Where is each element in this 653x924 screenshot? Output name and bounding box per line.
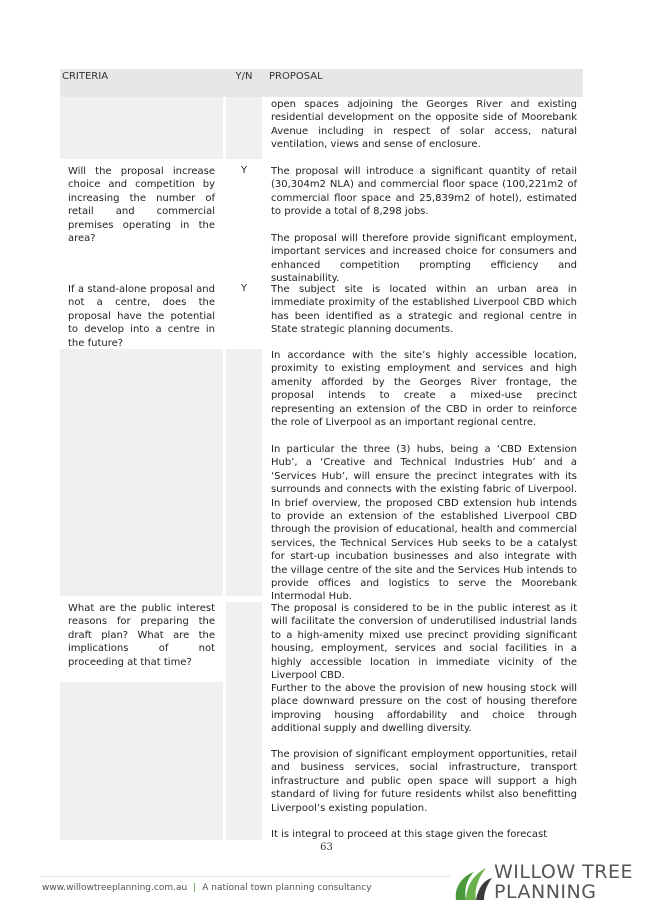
proposal-paragraph: In particular the three (3) hubs, being a ‘CBD Extension Hub’, a ‘Creative and Technical Industries Hub’ and a ‘Services Hub’, will ensure the precinct integrates with its surrounds and connects with the existing fabric of Liverpool. In brief overview, the proposed CBD extension hub intends to provide an extension of the established Liverpool CBD through the provision of educational, health and commercial services, the Technical Services Hub seeks to be a catalyst for start-up incubation businesses and also integrate with the village centre of the site and the Services Hub intends to provide offices and logistics to serve the Moorebank Intermodal Hub. [271,444,577,603]
table-row [60,283,583,603]
footer-separator: | [193,883,197,893]
logo-wordmark [494,862,633,902]
footer-website[interactable]: www.willowtreeplanning.com.au [42,883,188,893]
criteria-text: Will the proposal increase choice and competition by increasing the number of retail and commercial premises operating in the area? [68,166,215,245]
yn-shade [226,349,262,596]
footer-divider [40,876,450,877]
criteria-shade [60,349,223,596]
proposal-paragraph: The proposal will therefore provide significant employment, important services and increased choice for consumers and enhanced competition prompting efficiency and sustainability. [271,233,577,285]
yn-value: Y [240,165,248,176]
criteria-cell [60,165,223,245]
proposal-paragraph: The provision of significant employment opportunities, retail and business services, social infrastructure, transport infrastructure and public open space will support a high standard of living for future residents whilst also benefitting Liverpool’s existing population. [271,749,577,814]
criteria-shade [60,682,223,840]
criteria-cell [60,283,223,350]
proposal-paragraph: It is integral to proceed at this stage given the forecast [271,829,548,840]
proposal-paragraph: The subject site is located within an urban area in immediate proximity of the established Liverpool CBD which has been identified as a strategic and regional centre in State strategic planning documents. [271,284,577,336]
footer-tagline: A national town planning consultancy [202,883,372,893]
page-number: 63 [320,842,333,853]
logo-line-2: PLANNING [494,881,597,903]
tree-icon [456,868,492,900]
proposal-paragraph: The proposal will introduce a significant quantity of retail (30,304m2 NLA) and commercial floor space (100,221m2 of commercial floor space and 25,839m2 of hotel), estimated to provide a total of 8,298 jobs. [271,166,577,218]
logo-line-1: WILLOW TREE [494,861,633,883]
proposal-cell [265,602,583,840]
table-row [60,602,583,840]
proposal-paragraph: Further to the above the provision of new housing stock will place downward pressure on the cost of housing therefore improving housing affordability and choice through additional supply and dwelling diversity. [271,683,577,735]
proposal-cell [265,97,583,159]
header-criteria: CRITERIA [62,71,109,82]
table-row [60,165,583,285]
header-yn: Y/N [235,71,253,82]
proposal-paragraph: open spaces adjoining the Georges River and existing residential development on the opposite side of Moorebank Avenue including in respect of solar access, natural ventilation, views and sense of enclosure. [271,99,577,151]
footer [42,883,372,893]
proposal-cell [265,165,583,285]
table-row [60,97,583,163]
proposal-paragraph: The proposal is considered to be in the public interest as it will facilitate the conversion of underutilised industrial lands to a high-amenity mixed use precinct providing significant housing, employment, services and social facilities in a highly accessible location in immediate vicinity of the Liverpool CBD. [271,603,577,682]
yn-value: Y [240,283,248,294]
yn-cell [226,97,262,159]
table-header [60,69,583,97]
header-proposal: PROPOSAL [269,71,323,82]
criteria-text: What are the public interest reasons for preparing the draft plan? What are the implications of not proceeding at that time? [68,603,215,668]
criteria-text: If a stand-alone proposal and not a centre, does the proposal have the potential to develop into a centre in the future? [68,284,215,349]
criteria-cell [60,97,223,159]
proposal-cell [265,283,583,603]
criteria-table [60,69,583,840]
yn-cell [226,602,262,840]
criteria-cell [60,602,223,669]
proposal-paragraph: In accordance with the site’s highly accessible location, proximity to existing employment and services and high amenity afforded by the Georges River frontage, the proposal intends to create a mixed-use precinct representing an extension of the CBD in order to reinforce the role of Liverpool as an important regional centre. [271,350,577,429]
